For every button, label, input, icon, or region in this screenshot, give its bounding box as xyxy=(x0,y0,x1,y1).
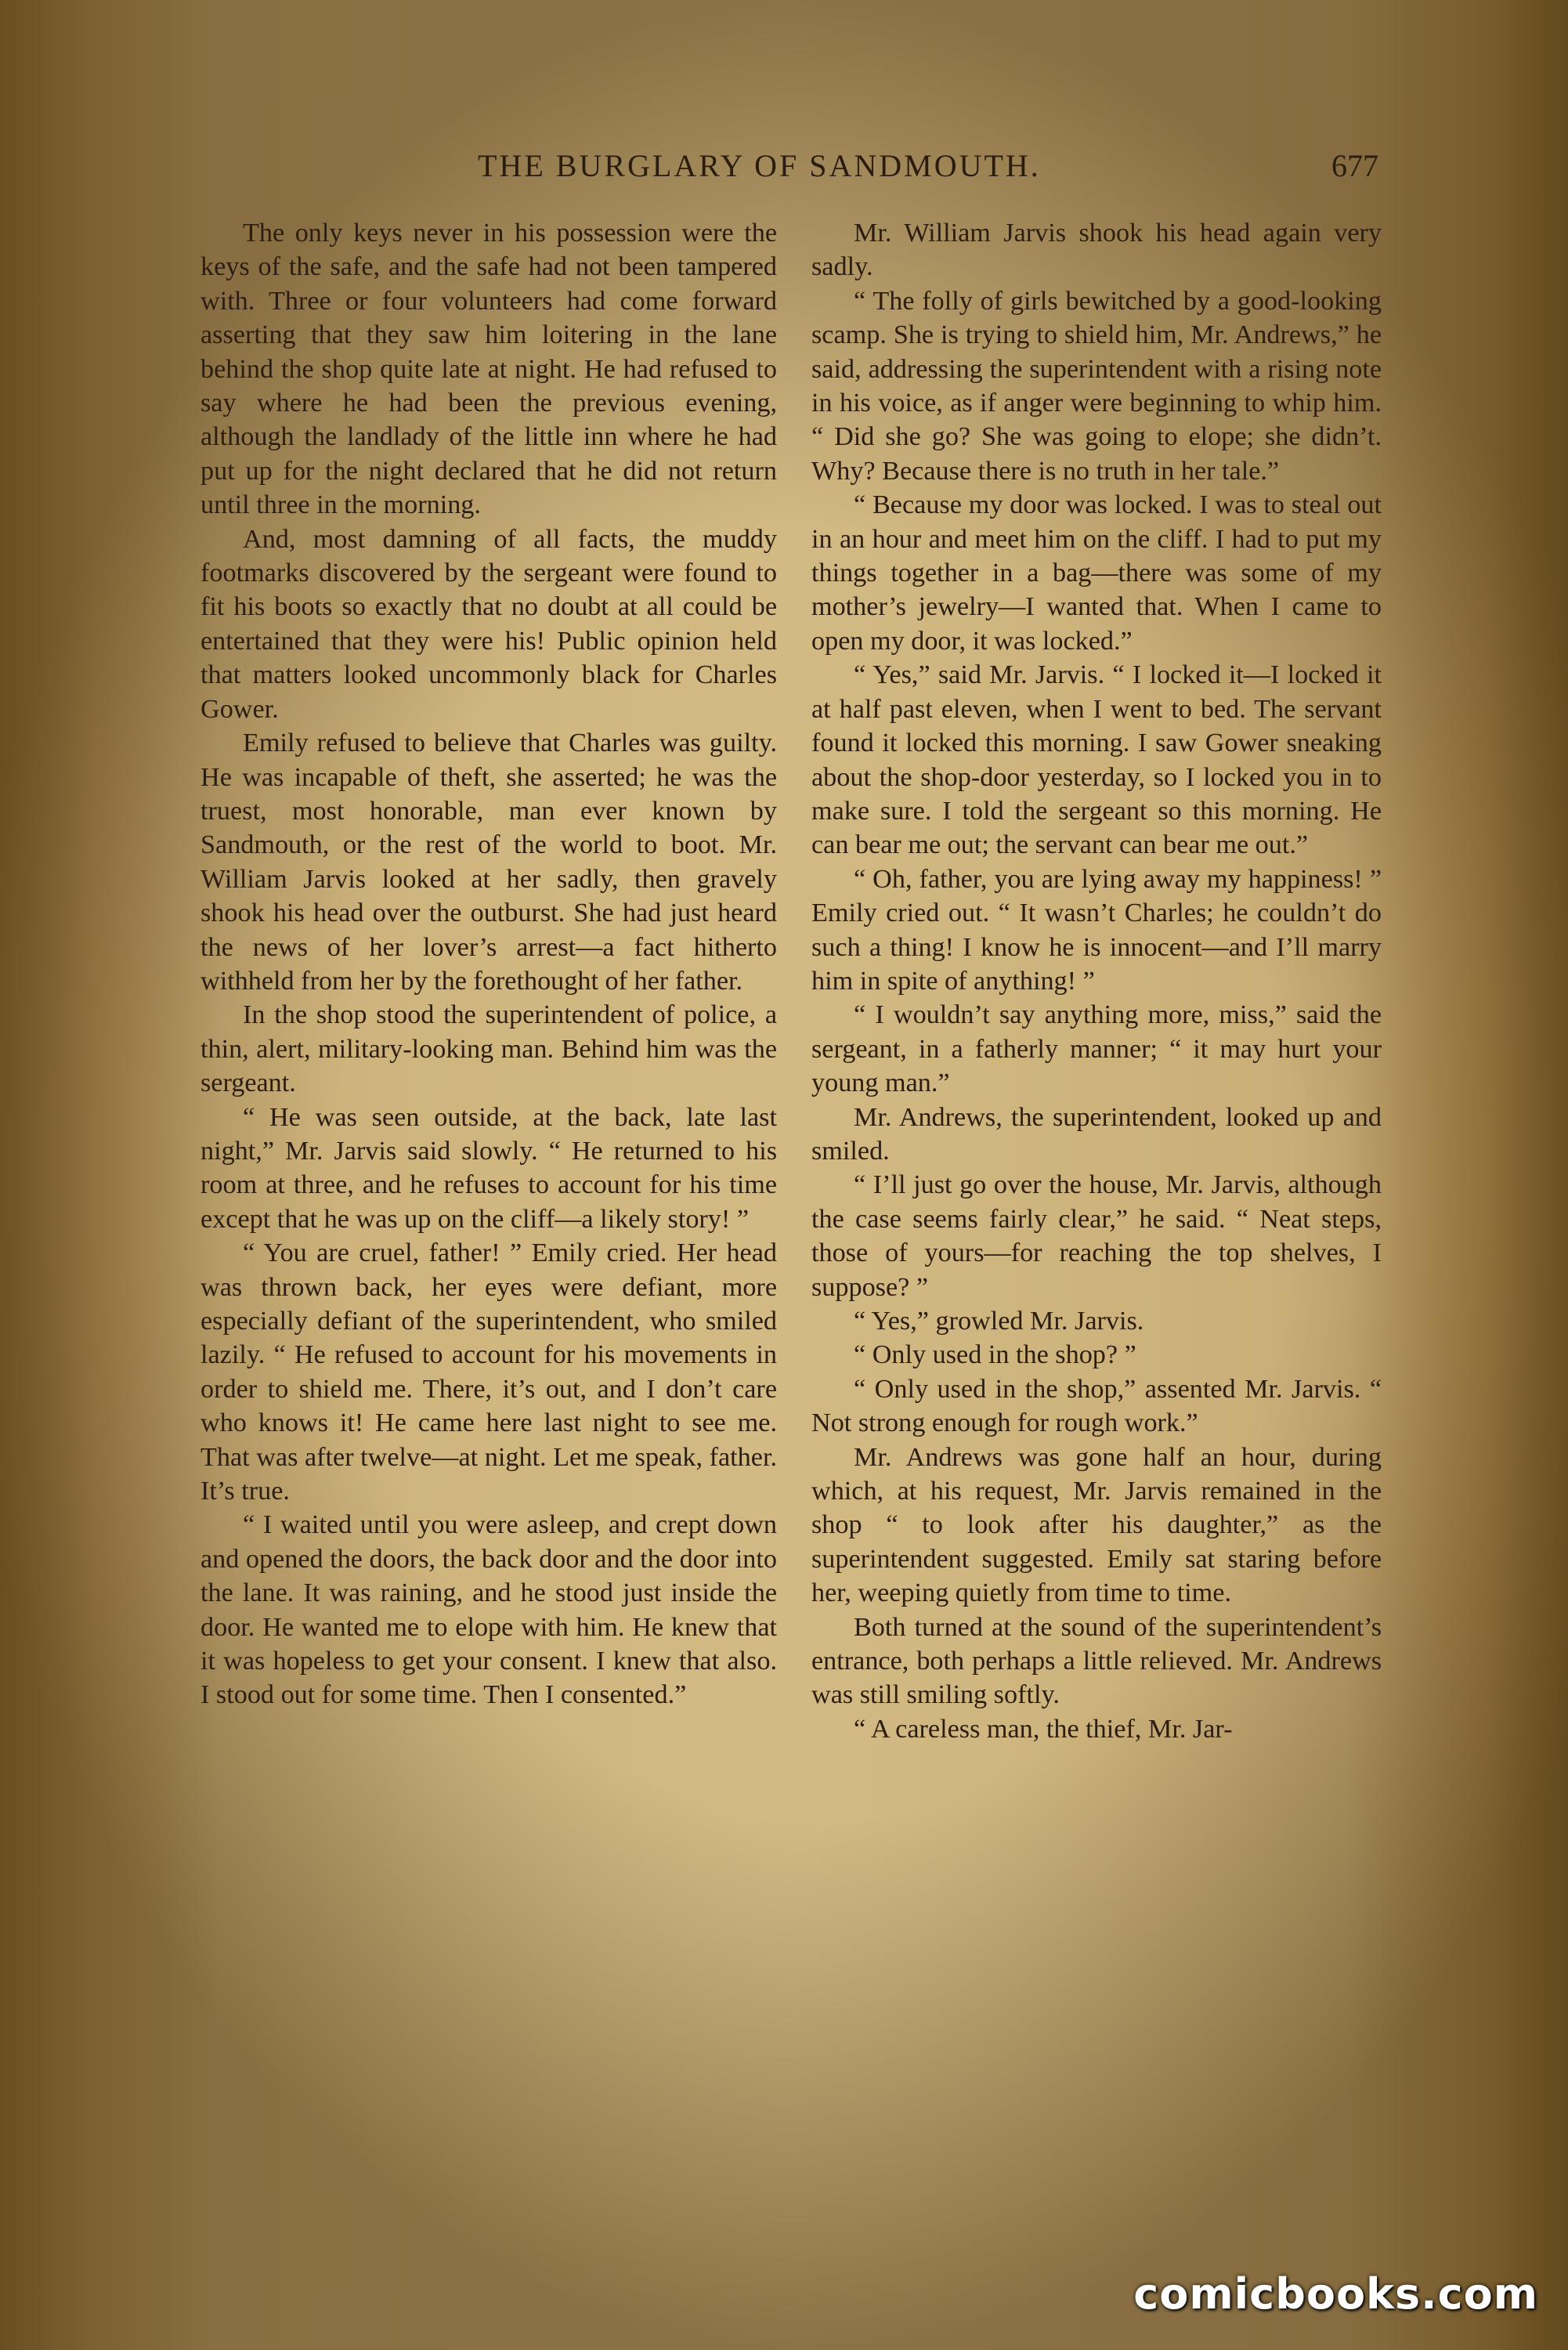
paragraph: “ Only used in the shop? ” xyxy=(854,1340,1136,1370)
paragraph: “ Only used in the shop,” assented Mr. Jarvis. “ Not strong enough for rough work.” xyxy=(811,1374,1382,1438)
paragraph: “ I waited until you were asleep, and crept down and opened the doors, the back door and the door into the lane. It was raining, and he stood just inside the door. He wanted me to elope with him. He knew that it was hopeless to get your consent. I knew that also. I stood out for some time. Then I consented.” xyxy=(201,1510,777,1710)
paragraph: “ Yes,” growled Mr. Jarvis. xyxy=(854,1307,1144,1336)
right-text-column xyxy=(811,216,1382,1746)
paragraph: “ You are cruel, father! ” Emily cried. Her head was thrown back, her eyes were defiant, more especially defiant of the superintendent, who smiled lazily. “ He refused to account for his movements in order to shield me. There, it’s out, and I don’t care who knows it! He came here last night to see me. That was after twelve—at night. Let me speak, father. It’s true. xyxy=(201,1238,777,1506)
watermark-logo: comicbooks.com xyxy=(1133,2269,1538,2319)
page-header xyxy=(0,147,1568,202)
paragraph: And, most damning of all facts, the muddy footmarks discovered by the sergeant were found to fit his boots so exactly that no doubt at all could be entertained that they were his! Public opinion held that matters looked uncommonly black for Charles Gower. xyxy=(201,524,777,724)
paragraph: “ A careless man, the thief, Mr. Jar- xyxy=(854,1714,1233,1744)
paragraph: “ Oh, father, you are lying away my happiness! ” Emily cried out. “ It wasn’t Charles; he couldn’t do such a thing! I know he is innocent—and I’ll marry him in spite of anything! ” xyxy=(811,864,1382,996)
left-text-column xyxy=(201,216,777,1712)
paragraph: “ The folly of girls bewitched by a good-looking scamp. She is trying to shield him, Mr. Andrews,” he said, addressing the superintendent with a rising note in his voice, as if anger were beginning to whip him. “ Did she go? She was going to elope; she didn’t. Why? Because there is no truth in her tale.” xyxy=(811,286,1382,486)
paragraph: Mr. Andrews, the superintendent, looked up and smiled. xyxy=(811,1102,1382,1166)
paragraph: “ Because my door was locked. I was to steal out in an hour and meet him on the cliff. I had to put my things together in a bag—there was some of my mother’s jewelry—I wanted that. When I came to open my door, it was locked.” xyxy=(811,490,1382,656)
running-title: THE BURGLARY OF SANDMOUTH. xyxy=(478,148,1041,183)
paragraph: Emily refused to believe that Charles was guilty. He was incapable of theft, she asserted; he was the truest, most honorable, man ever known by Sandmouth, or the rest of the world to boot. Mr. William Jarvis looked at her sadly, then gravely shook his head over the outburst. She had just heard the news of her lover’s arrest—a fact hitherto withheld from her by the forethought of her father. xyxy=(201,728,777,996)
paragraph: The only keys never in his possession were the keys of the safe, and the safe had not been tampered with. Three or four volunteers had come forward asserting that they saw him loitering in the lane behind the shop quite late at night. He had refused to say where he had been the previous evening, although the landlady of the little inn where he had put up for the night declared that he did not return until three in the morning. xyxy=(201,219,777,520)
paragraph: Both turned at the sound of the superintendent’s entrance, both perhaps a little relieved. Mr. Andrews was still smiling softly. xyxy=(811,1612,1382,1710)
paragraph: “ Yes,” said Mr. Jarvis. “ I locked it—I locked it at half past eleven, when I went to bed. The servant found it locked this morning. I saw Gower sneaking about the shop-door yesterday, so I locked you in to make sure. I told the sergeant so this morning. He can bear me out; the servant can bear me out.” xyxy=(811,660,1382,860)
paragraph: “ He was seen outside, at the back, late last night,” Mr. Jarvis said slowly. “ He returned to his room at three, and he refuses to account for his time except that he was up on the cliff—a likely story! ” xyxy=(201,1102,777,1234)
paragraph: “ I’ll just go over the house, Mr. Jarvis, although the case seems fairly clear,” he said. “ Neat steps, those of yours—for reaching the top shelves, I suppose? ” xyxy=(811,1170,1382,1302)
paragraph: In the shop stood the superintendent of police, a thin, alert, military-looking man. Behind him was the sergeant. xyxy=(201,1000,777,1098)
paragraph: Mr. Andrews was gone half an hour, during which, at his request, Mr. Jarvis remained in the shop “ to look after his daughter,” as the superintendent suggested. Emily sat staring before her, weeping quietly from time to time. xyxy=(811,1442,1382,1608)
paragraph: Mr. William Jarvis shook his head again very sadly. xyxy=(811,219,1382,282)
paragraph: “ I wouldn’t say anything more, miss,” said the sergeant, in a fatherly manner; “ it may hurt your young man.” xyxy=(811,1000,1382,1098)
page-number: 677 xyxy=(1331,148,1378,183)
